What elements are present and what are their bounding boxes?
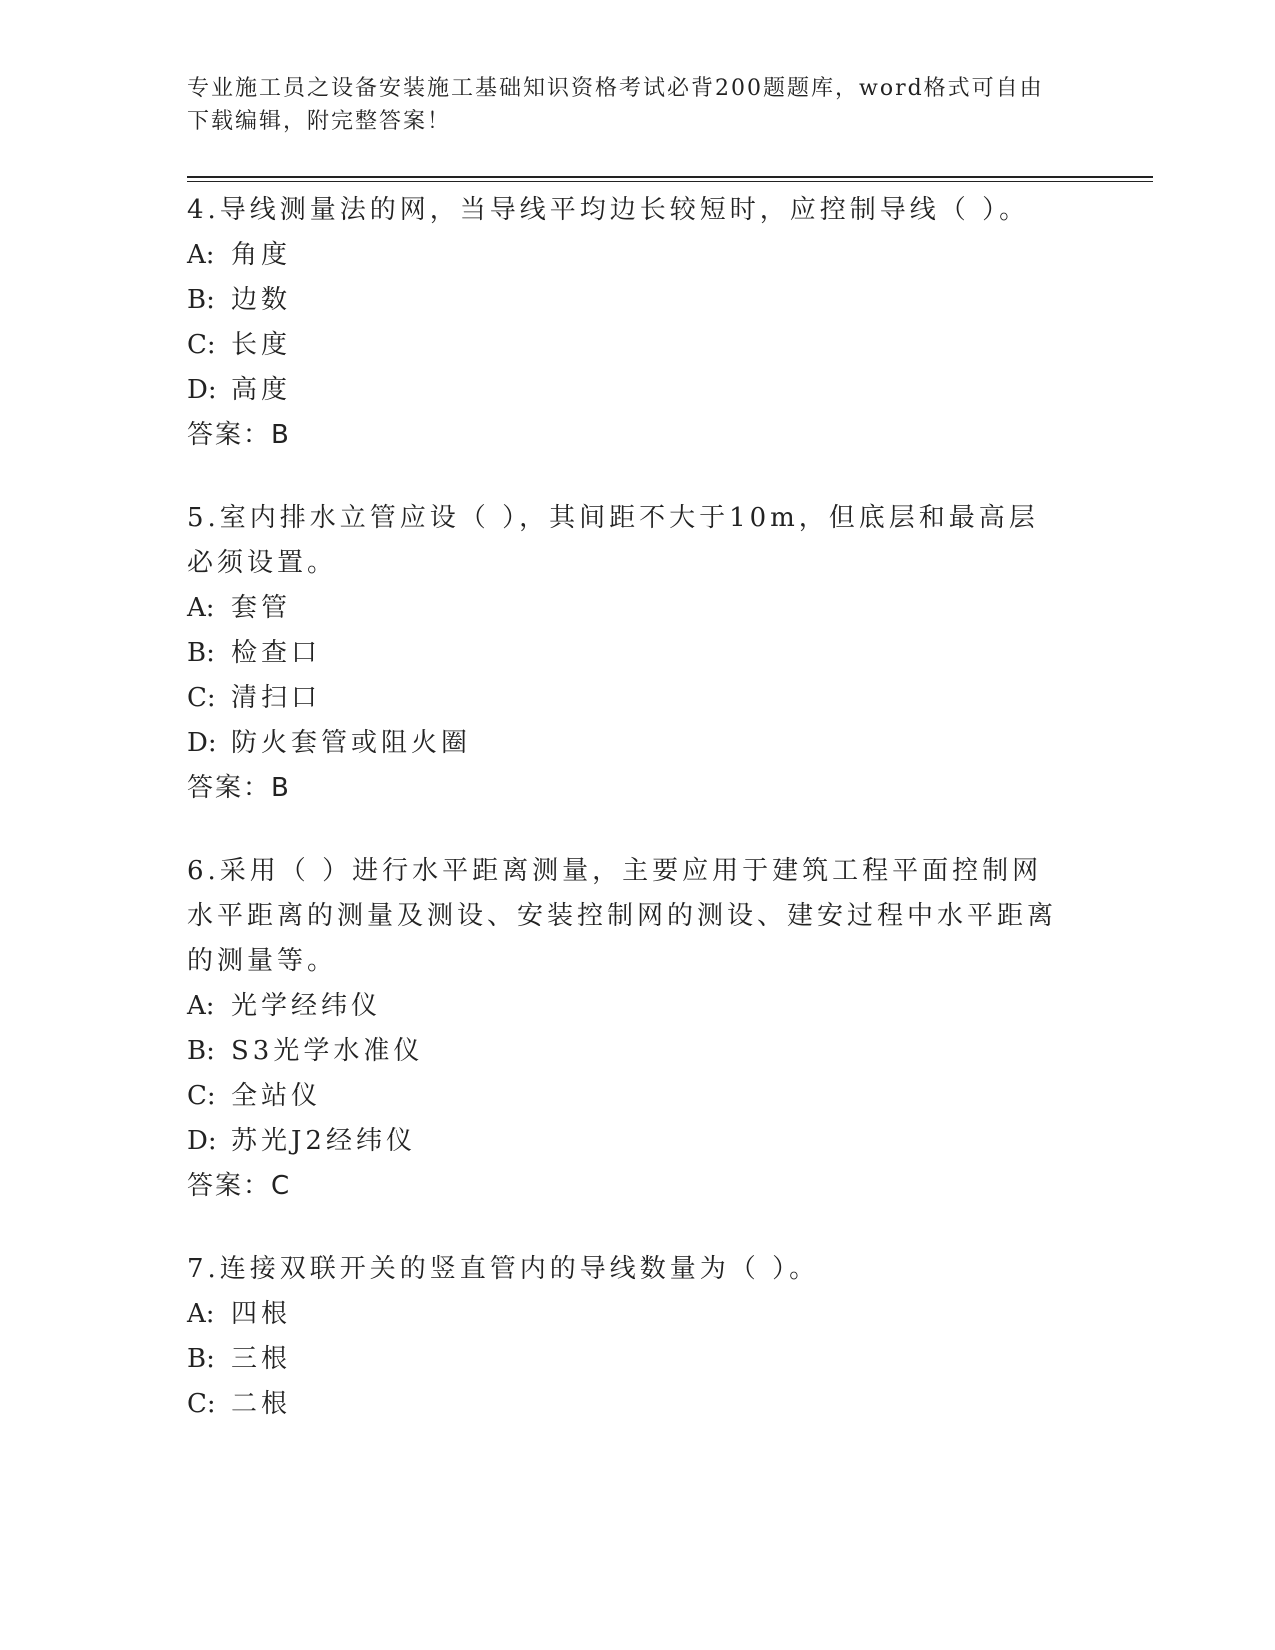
- option-a: [187, 586, 1067, 631]
- option-letter: C:: [187, 683, 216, 713]
- option-d: [187, 1119, 1067, 1164]
- question-5: [187, 496, 1067, 811]
- question-stem: 4.导线测量法的网，当导线平均边长较短时，应控制导线（ ）。: [187, 195, 1030, 225]
- option-b: [187, 1029, 1067, 1074]
- header-divider-thick: [187, 176, 1153, 178]
- header-line-1: 专业施工员之设备安装施工基础知识资格考试必背200题题库，word格式可自由: [187, 76, 1044, 101]
- option-a: [187, 1292, 1067, 1337]
- option-b: [187, 1337, 1067, 1382]
- option-c: [187, 1382, 1067, 1427]
- question-6: [187, 849, 1067, 1209]
- option-text: 全站仪: [231, 1081, 322, 1111]
- option-text: 清扫口: [231, 683, 322, 713]
- answer-line: 答案：C: [187, 1171, 292, 1201]
- answer-line: 答案：B: [187, 420, 291, 450]
- document-header: [187, 72, 1067, 138]
- option-text: 四根: [231, 1299, 292, 1329]
- option-letter: B:: [187, 638, 215, 668]
- option-text: 二根: [231, 1389, 292, 1419]
- option-text: 检查口: [231, 638, 322, 668]
- option-text: 长度: [231, 330, 292, 360]
- question-stem: 6.采用（ ）进行水平距离测量，主要应用于建筑工程平面控制网水平距离的测量及测设、安装控制网的测设、建安过程中水平距离的测量等。: [187, 856, 1058, 976]
- header-divider-thin: [187, 181, 1153, 182]
- option-letter: D:: [187, 728, 217, 758]
- option-a: [187, 233, 1067, 278]
- option-text: 高度: [231, 375, 292, 405]
- option-b: [187, 278, 1067, 323]
- option-text: 角度: [231, 240, 292, 270]
- answer-line: 答案：B: [187, 773, 291, 803]
- option-c: [187, 1074, 1067, 1119]
- option-d: [187, 721, 1067, 766]
- option-text: 边数: [231, 285, 292, 315]
- option-letter: B:: [187, 1344, 215, 1374]
- option-text: 防火套管或阻火圈: [231, 728, 472, 758]
- option-letter: B:: [187, 1036, 215, 1066]
- option-a: [187, 984, 1067, 1029]
- option-text: 套管: [231, 593, 292, 623]
- option-c: [187, 676, 1067, 721]
- option-d: [187, 368, 1067, 413]
- option-letter: A:: [187, 240, 215, 270]
- option-letter: A:: [187, 1299, 215, 1329]
- option-text: S3光学水准仪: [231, 1036, 424, 1066]
- option-letter: A:: [187, 991, 215, 1021]
- option-letter: D:: [187, 375, 217, 405]
- option-text: 苏光J2经纬仪: [231, 1126, 416, 1156]
- option-c: [187, 323, 1067, 368]
- option-letter: C:: [187, 1081, 216, 1111]
- option-text: 光学经纬仪: [231, 991, 382, 1021]
- option-text: 三根: [231, 1344, 292, 1374]
- option-letter: A:: [187, 593, 215, 623]
- option-b: [187, 631, 1067, 676]
- option-letter: B:: [187, 285, 215, 315]
- question-stem: 5.室内排水立管应设（ ），其间距不大于10m，但底层和最高层必须设置。: [187, 503, 1039, 578]
- header-line-2: 下载编辑，附完整答案！: [187, 109, 452, 134]
- option-letter: C:: [187, 330, 216, 360]
- option-letter: C:: [187, 1389, 216, 1419]
- question-4: [187, 188, 1067, 458]
- option-letter: D:: [187, 1126, 217, 1156]
- question-stem: 7.连接双联开关的竖直管内的导线数量为（ ）。: [187, 1254, 820, 1284]
- question-list: [187, 188, 1067, 1465]
- question-7: [187, 1247, 1067, 1427]
